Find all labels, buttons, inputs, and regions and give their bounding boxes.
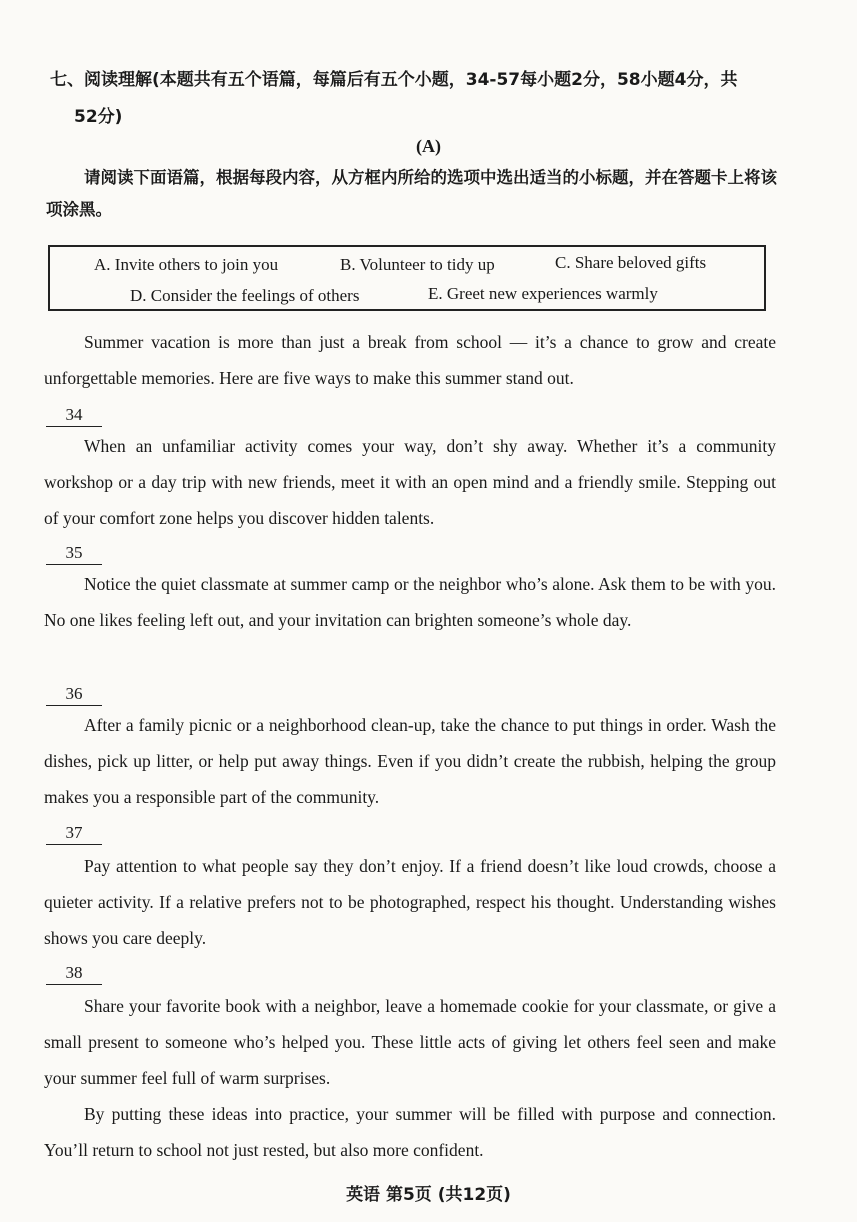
- section-title-line2: 52分): [74, 107, 123, 127]
- blank-38: 38: [46, 962, 102, 985]
- paragraph-37: Pay attention to what people say they don’t enjoy. If a friend doesn’t like loud crowds, choose a quieter activity. If a relative prefers not to be photographed, respect his thought. Understanding wishes shows you care deeply.: [44, 856, 776, 948]
- option-b: B. Volunteer to tidy up: [340, 255, 495, 274]
- instruction-text: 请阅读下面语篇，根据每段内容，从方框内所给的选项中选出适当的小标题，并在答题卡上将该项涂黑。: [46, 168, 777, 219]
- paragraph-36: After a family picnic or a neighborhood clean-up, take the chance to put things in order. Wash the dishes, pick up litter, or help put away things. Even if you didn’t create the rubbish, helping the group makes you a responsible part of the community.: [44, 715, 776, 807]
- options-box: [48, 245, 766, 311]
- option-e: E. Greet new experiences warmly: [428, 284, 658, 303]
- option-c: C. Share beloved gifts: [555, 253, 707, 272]
- blank-37: 37: [46, 822, 102, 845]
- option-a: A. Invite others to join you: [94, 255, 279, 274]
- paragraph-38: Share your favorite book with a neighbor, leave a homemade cookie for your classmate, or give a small present to someone who’s helped you. These little acts of giving let others feel seen and make your summer feel full of warm surprises.: [44, 996, 776, 1088]
- paragraph-35: Notice the quiet classmate at summer camp or the neighbor who’s alone. Ask them to be with you. No one likes feeling left out, and your invitation can brighten someone’s whole day.: [44, 574, 776, 630]
- section-title-line1: 七、阅读理解(本题共有五个语篇，每篇后有五个小题，34-57每小题2分，58小题4分，共: [50, 70, 738, 90]
- page-footer: 英语 第5页 (共12页): [346, 1185, 511, 1205]
- passage-label: (A): [416, 136, 441, 156]
- blank-35: 35: [46, 542, 102, 565]
- blank-36: 36: [46, 683, 102, 706]
- blank-34: 34: [46, 404, 102, 427]
- paragraph-34: When an unfamiliar activity comes your way, don’t shy away. Whether it’s a community workshop or a day trip with new friends, meet it with an open mind and a friendly smile. Stepping out of your comfort zone helps you discover hidden talents.: [44, 436, 776, 528]
- conclusion-paragraph: By putting these ideas into practice, your summer will be filled with purpose and connection. You’ll return to school not just rested, but also more confident.: [44, 1104, 776, 1160]
- option-d: D. Consider the feelings of others: [130, 286, 360, 305]
- intro-paragraph: Summer vacation is more than just a break from school — it’s a chance to grow and create unforgettable memories. Here are five ways to make this summer stand out.: [44, 332, 776, 388]
- section-title: [50, 62, 790, 136]
